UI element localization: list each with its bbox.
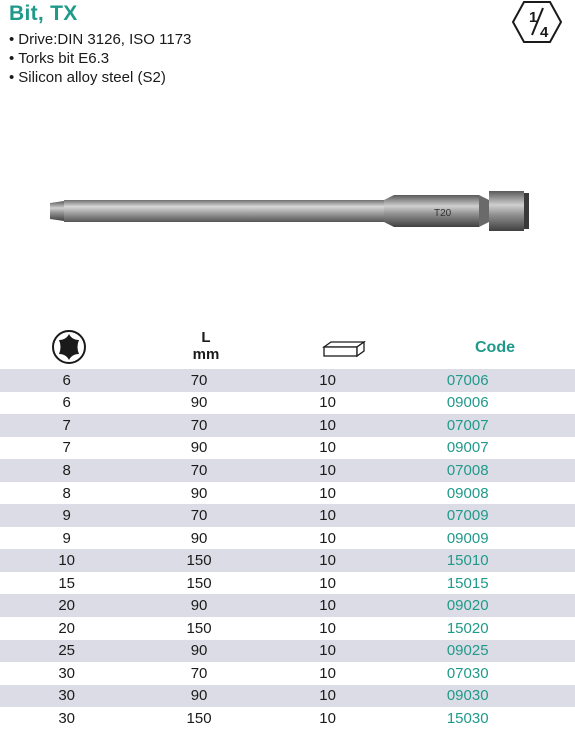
quantity-cell: 10 bbox=[319, 709, 336, 727]
quantity-cell: 10 bbox=[319, 461, 336, 479]
size-cell: 6 bbox=[62, 394, 71, 412]
code-cell: 07030 bbox=[446, 664, 489, 682]
length-cell: 90 bbox=[190, 529, 208, 547]
quantity-cell: 10 bbox=[319, 394, 336, 412]
code-cell: 09009 bbox=[446, 529, 489, 547]
quantity-cell: 10 bbox=[319, 507, 336, 525]
size-cell: 9 bbox=[62, 529, 71, 547]
quantity-cell: 10 bbox=[319, 371, 336, 389]
size-cell: 10 bbox=[58, 552, 76, 570]
size-cell: 8 bbox=[62, 484, 71, 502]
size-cell: 15 bbox=[58, 574, 76, 592]
quantity-cell: 10 bbox=[319, 416, 336, 434]
table-row bbox=[0, 527, 575, 550]
quantity-cell: 10 bbox=[319, 687, 336, 705]
size-cell: 7 bbox=[62, 439, 71, 457]
table-row bbox=[0, 504, 575, 527]
length-cell: 90 bbox=[190, 597, 208, 615]
code-cell: 07009 bbox=[446, 507, 489, 525]
length-cell: 70 bbox=[190, 461, 208, 479]
size-cell: 25 bbox=[58, 642, 76, 660]
size-cell: 8 bbox=[62, 461, 71, 479]
quantity-cell: 10 bbox=[319, 664, 336, 682]
quantity-cell: 10 bbox=[319, 484, 336, 502]
code-cell: 07007 bbox=[446, 416, 489, 434]
length-cell: 70 bbox=[190, 371, 208, 389]
length-cell: 150 bbox=[186, 619, 212, 637]
feature-item: • Torks bit E6.3 bbox=[9, 49, 191, 68]
code-cell: 09020 bbox=[446, 597, 489, 615]
table-row bbox=[0, 685, 575, 708]
package-box-icon bbox=[322, 340, 366, 358]
quantity-cell: 10 bbox=[319, 552, 336, 570]
product-table bbox=[0, 369, 575, 730]
length-column-header bbox=[176, 329, 236, 363]
table-row bbox=[0, 437, 575, 460]
table-row bbox=[0, 662, 575, 685]
torx-star-icon bbox=[52, 330, 86, 364]
table-row bbox=[0, 369, 575, 392]
code-cell: 15010 bbox=[446, 552, 489, 570]
length-cell: 70 bbox=[190, 664, 208, 682]
code-cell: 09007 bbox=[446, 439, 489, 457]
product-title: Bit, TX bbox=[9, 2, 78, 25]
length-cell: 150 bbox=[186, 552, 212, 570]
code-cell: 09006 bbox=[446, 394, 489, 412]
code-cell: 15030 bbox=[446, 709, 489, 727]
table-row bbox=[0, 707, 575, 730]
hexagon-quarter-inch-icon bbox=[512, 0, 562, 44]
quantity-cell: 10 bbox=[319, 642, 336, 660]
code-cell: 09008 bbox=[446, 484, 489, 502]
code-column-header: Code bbox=[475, 339, 515, 356]
length-cell: 70 bbox=[190, 416, 208, 434]
length-cell: 90 bbox=[190, 642, 208, 660]
length-cell: 90 bbox=[190, 687, 208, 705]
size-cell: 30 bbox=[58, 709, 76, 727]
size-cell: 20 bbox=[58, 619, 76, 637]
table-row bbox=[0, 414, 575, 437]
table-row bbox=[0, 594, 575, 617]
bit-marking: T20 bbox=[434, 208, 452, 219]
size-cell: 30 bbox=[58, 664, 76, 682]
table-row bbox=[0, 459, 575, 482]
length-cell: 90 bbox=[190, 484, 208, 502]
length-cell: 70 bbox=[190, 507, 208, 525]
bit-product-image bbox=[44, 186, 530, 236]
size-cell: 9 bbox=[62, 507, 71, 525]
code-cell: 07008 bbox=[446, 461, 489, 479]
table-row bbox=[0, 392, 575, 415]
quantity-cell: 10 bbox=[319, 529, 336, 547]
length-cell: 150 bbox=[186, 574, 212, 592]
code-cell: 07006 bbox=[446, 371, 489, 389]
feature-list bbox=[9, 30, 191, 87]
quantity-cell: 10 bbox=[319, 439, 336, 457]
code-cell: 09030 bbox=[446, 687, 489, 705]
badge-denominator: 4 bbox=[540, 24, 549, 41]
table-row bbox=[0, 482, 575, 505]
table-row bbox=[0, 549, 575, 572]
quantity-cell: 10 bbox=[319, 574, 336, 592]
code-cell: 15015 bbox=[446, 574, 489, 592]
length-cell: 150 bbox=[186, 709, 212, 727]
size-cell: 30 bbox=[58, 687, 76, 705]
table-row bbox=[0, 572, 575, 595]
feature-item: • Drive:DIN 3126, ISO 1173 bbox=[9, 30, 191, 49]
size-cell: 6 bbox=[62, 371, 71, 389]
table-row bbox=[0, 617, 575, 640]
quantity-cell: 10 bbox=[319, 619, 336, 637]
length-cell: 90 bbox=[190, 394, 208, 412]
code-cell: 09025 bbox=[446, 642, 489, 660]
length-unit: mm bbox=[192, 346, 220, 363]
code-cell: 15020 bbox=[446, 619, 489, 637]
length-cell: 90 bbox=[190, 439, 208, 457]
table-row bbox=[0, 640, 575, 663]
length-label: L bbox=[201, 329, 211, 346]
size-cell: 20 bbox=[58, 597, 76, 615]
size-cell: 7 bbox=[62, 416, 71, 434]
quantity-cell: 10 bbox=[319, 597, 336, 615]
feature-item: • Silicon alloy steel (S2) bbox=[9, 68, 191, 87]
badge-numerator: 1 bbox=[529, 9, 538, 26]
